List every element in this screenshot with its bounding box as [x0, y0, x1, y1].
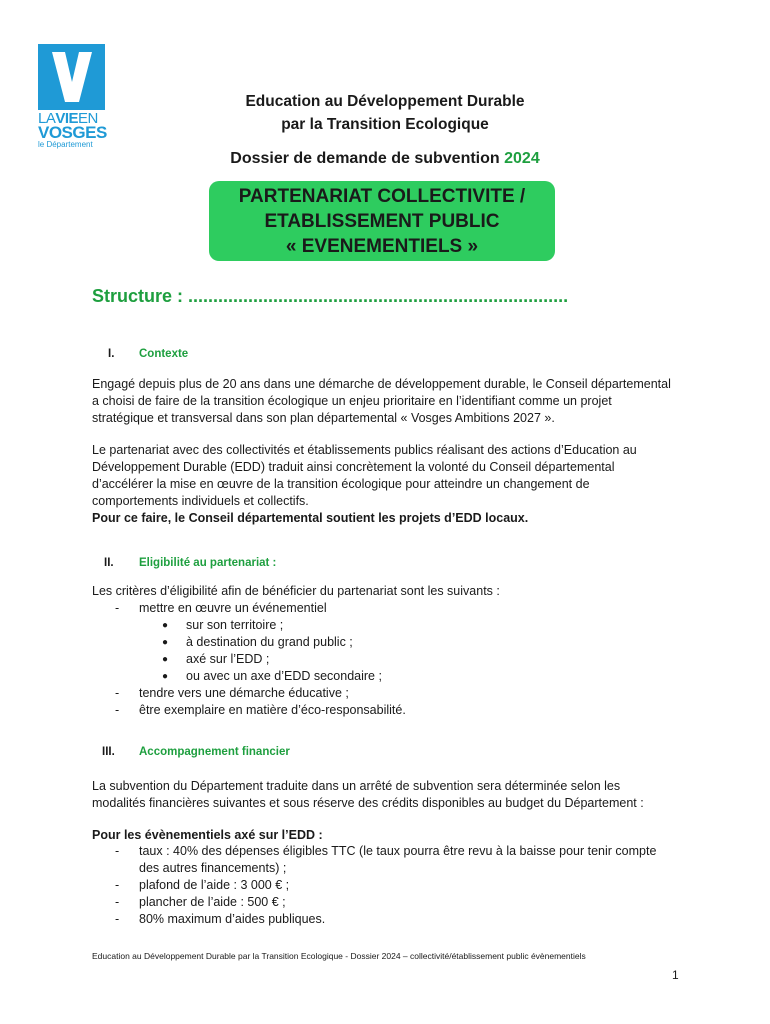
- banner-line2: ETABLISSEMENT PUBLIC: [264, 211, 500, 232]
- list-item: être exemplaire en matière d’éco-responsabilité.: [139, 703, 406, 717]
- structure-field: Structure : ............................................................................: [92, 286, 569, 306]
- list-dash: -: [115, 844, 120, 858]
- logo-text-line2: VOSGES: [38, 123, 107, 142]
- section2-number: II.: [104, 557, 114, 569]
- list-dash: -: [115, 895, 120, 909]
- banner-line3: « EVENEMENTIELS »: [285, 236, 479, 257]
- section1-bold-statement: Pour ce faire, le Conseil départemental soutient les projets d’EDD locaux.: [92, 511, 529, 525]
- year: 2024: [504, 150, 540, 167]
- section1-paragraph1: Engagé depuis plus de 20 ans dans une démarche de développement durable, le Conseil départemental a choisi de faire de la transition écologique un enjeu prioritaire en l’identifiant comme un projet stratégique et transversal dans son plan départemental « Vosges Ambitions 2027 ».: [92, 377, 671, 425]
- bullet-icon: ●: [162, 620, 169, 631]
- page-title-line2: par la Transition Ecologique: [281, 116, 489, 133]
- list-item: plancher de l’aide : 500 € ;: [139, 895, 286, 909]
- sub-list-item: ou avec un axe d’EDD secondaire ;: [186, 669, 382, 683]
- section1-paragraph2: Le partenariat avec des collectivités et établissements publics réalisant des actions d’Education au Développement Durable (EDD) traduit ainsi concrètement la volonté du Conseil départemental d’accélérer la mise en œuvre de la transition écologique pour atteindre un changement de comportements individuels et collectifs. Pour ce faire, le Conseil départemental soutient les projets d’EDD locaux.: [92, 442, 687, 527]
- sub-list-item: axé sur l’EDD ;: [186, 652, 270, 666]
- banner-line1: PARTENARIAT COLLECTIVITE /: [238, 186, 526, 207]
- bullet-icon: ●: [162, 654, 169, 665]
- list-dash: -: [115, 601, 120, 615]
- page-footer: Education au Développement Durable par la Transition Ecologique - Dossier 2024 – collectivité/établissement public évènementiels: [92, 951, 586, 961]
- list-item: mettre en œuvre un événementiel: [139, 601, 327, 615]
- list-item: tendre vers une démarche éducative ;: [139, 686, 349, 700]
- page-number: 1: [672, 968, 679, 982]
- list-item: plafond de l’aide : 3 000 € ;: [139, 878, 290, 892]
- section2-intro: Les critères d’éligibilité afin de bénéficier du partenariat sont les suivants :: [92, 584, 500, 598]
- section3-title: Accompagnement financier: [139, 746, 290, 758]
- list-item: 80% maximum d’aides publiques.: [139, 912, 326, 926]
- sub-list-item: sur son territoire ;: [186, 618, 284, 632]
- list-dash: -: [115, 912, 120, 926]
- section3-number: III.: [102, 746, 115, 758]
- bullet-icon: ●: [162, 637, 169, 648]
- v-logo-icon: [38, 44, 105, 110]
- section2-title: Eligibilité au partenariat :: [139, 557, 277, 569]
- page-subtitle: Dossier de demande de subvention 2024: [230, 150, 540, 167]
- section3-paragraph: La subvention du Département traduite dans un arrêté de subvention sera déterminée selon les modalités financières suivantes et sous réserve des crédits disponibles au budget du Département :: [92, 779, 644, 810]
- section3-subheading: Pour les évènementiels axé sur l’EDD :: [92, 828, 323, 842]
- logo-text-line1: LAVIEEN: [38, 110, 98, 127]
- sub-list-item: à destination du grand public ;: [186, 635, 353, 649]
- page-title-line1: Education au Développement Durable: [245, 93, 525, 110]
- list-dash: -: [115, 878, 120, 892]
- section1-number: I.: [108, 348, 115, 360]
- list-dash: -: [115, 686, 120, 700]
- category-banner: [209, 181, 555, 261]
- bullet-icon: ●: [162, 671, 169, 682]
- list-item-continuation: des autres financements) ;: [139, 861, 287, 875]
- list-dash: -: [115, 703, 120, 717]
- logo-mark: [38, 44, 105, 110]
- list-item: taux : 40% des dépenses éligibles TTC (le taux pourra être revu à la baisse pour tenir compte: [139, 844, 657, 858]
- logo-text-line3: le Département: [38, 140, 93, 149]
- section1-title: Contexte: [139, 348, 189, 360]
